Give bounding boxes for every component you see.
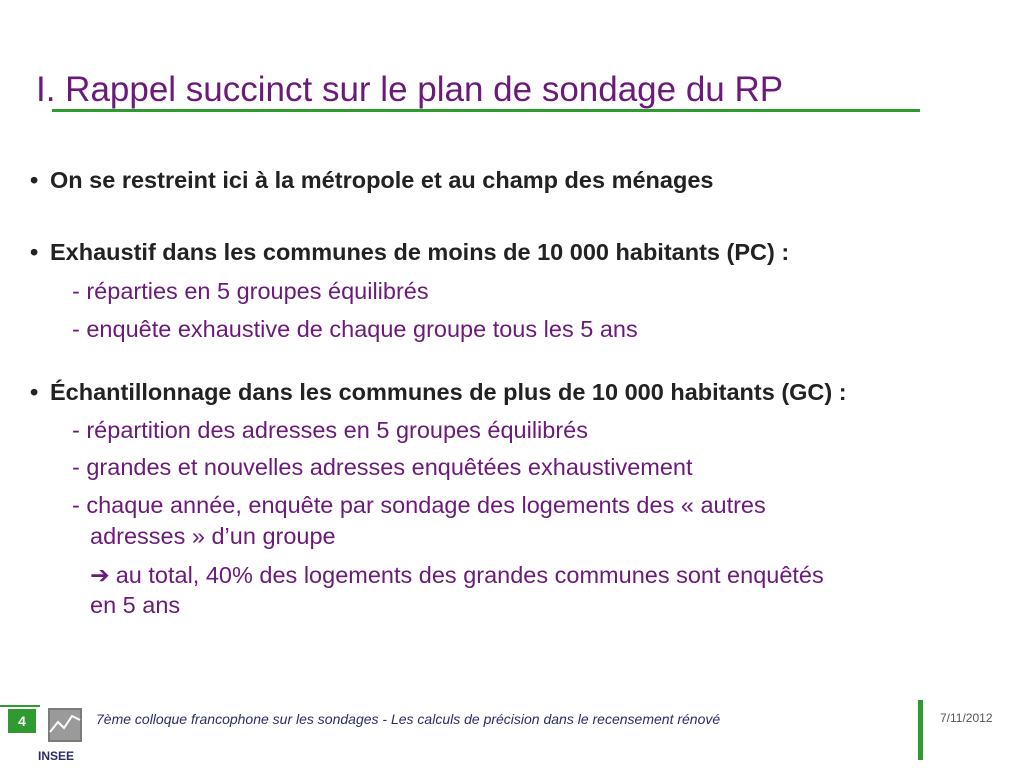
bullet-icon: • [30,379,39,405]
logo-text: INSEE [38,749,75,763]
bullet-icon: • [30,167,39,193]
sub-item-continuation: adresses » d’un groupe [90,523,336,549]
arrow-right-icon: ➔ [90,562,110,588]
conclusion-item [90,561,824,589]
sub-item: - enquête exhaustive de chaque groupe tous les 5 ans [72,316,638,342]
bullet-text: Échantillonnage dans les communes de plus de 10 000 habitants (GC) : [50,379,847,405]
slide-title: I. Rappel succinct sur le plan de sondage du RP [36,70,784,109]
sub-item: - chaque année, enquête par sondage des logements des « autres [72,492,766,518]
footer-rule [0,705,40,707]
footer-divider [918,700,923,760]
bullet-icon: • [30,239,39,265]
bullet-item [30,379,847,406]
bullet-text: On se restreint ici à la métropole et au champ des ménages [50,167,714,193]
bullet-item [30,167,713,194]
conclusion-continuation: en 5 ans [90,592,181,618]
page-number-badge: 4 [8,709,36,733]
insee-logo-icon [36,706,86,764]
footer-caption: 7ème colloque francophone sur les sondages - Les calculs de précision dans le recensement rénové [96,711,721,727]
sub-item: - répartition des adresses en 5 groupes équilibrés [72,417,588,443]
sub-item: - réparties en 5 groupes équilibrés [72,278,429,304]
title-underline [52,109,920,112]
bullet-item [30,239,789,266]
conclusion-text: au total, 40% des logements des grandes communes sont enquêtés [115,562,824,588]
bullet-text: Exhaustif dans les communes de moins de 10 000 habitants (PC) : [50,239,790,265]
sub-item: - grandes et nouvelles adresses enquêtées exhaustivement [72,454,693,480]
footer-date: 7/11/2012 [940,711,993,725]
